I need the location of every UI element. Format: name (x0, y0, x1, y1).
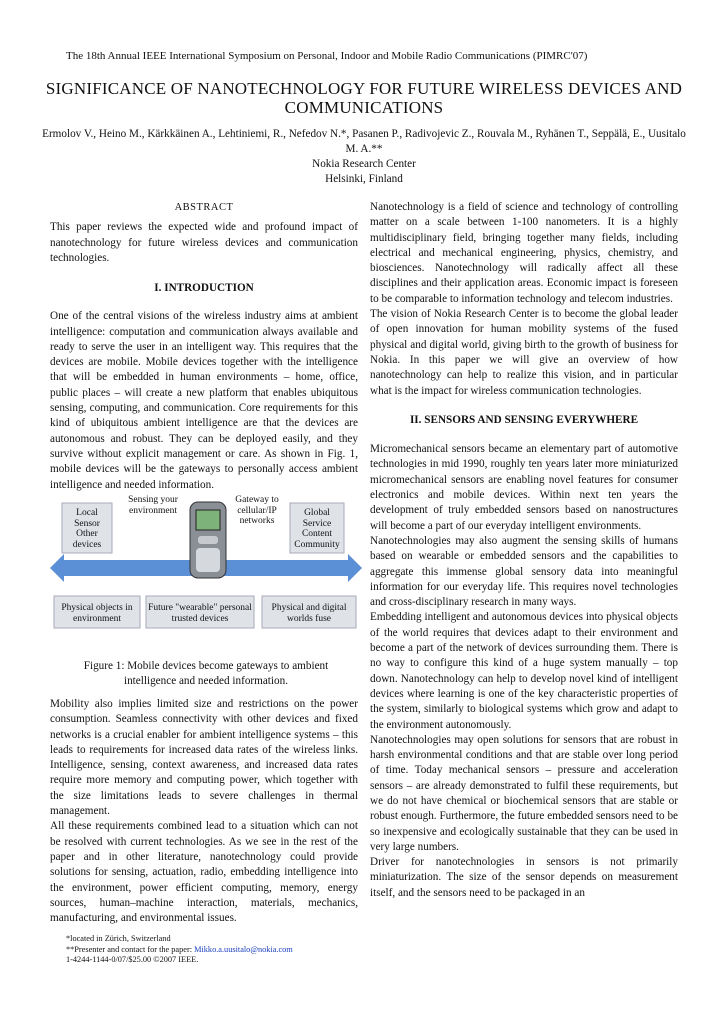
contact-email-link[interactable]: Mikko.a.uusitalo@nokia.com (194, 944, 293, 954)
paper-title: SIGNIFICANCE OF NANOTECHNOLOGY FOR FUTURE WIRELESS DEVICES AND COMMUNICATIONS (45, 79, 683, 117)
vision-paragraph: The vision of Nokia Research Center is to become the global leader of open innovation for human mobility systems of the fused physical and digital world, giving birth to the growth of business for Nokia. In this paper we will give an overview of how nanotechnology can help to realize this vision, and in particular what is the impact for wireless communication technologies. (370, 308, 678, 397)
abstract-text: This paper reviews the expected wide and profound impact of nanotechnology for future wireless devices and communication technologies. (50, 221, 358, 264)
right-column (370, 200, 678, 901)
label-global-service: Global Service Content Community (294, 508, 340, 550)
mobile-phone-icon (190, 502, 226, 578)
figure-1 (50, 488, 362, 638)
nanotech-paragraph: Nanotechnology is a field of science and technology of controlling matter on a scale between 1-100 nanometers. It is a highly multidisciplinary field, bringing together many fields, including electrical and mechanical engineering, physics, chemistry, and biosciences. Nanotechnology will radically affect all these disciplines and their application areas. Economic impact is foreseen to be comparable to information technology and telecom industries. (370, 201, 678, 305)
sensors-heading: II. SENSORS AND SENSING EVERYWHERE (409, 413, 639, 426)
intro-section (50, 281, 358, 493)
label-sensing: Sensing your environment (128, 495, 178, 516)
footnote-contact (66, 945, 293, 956)
sensors-paragraph-2: Nanotechnologies may also augment the sensing skills of humans based on wearable or embedded sensors and the capabilities to aggregate this immense global sensory data into meaningful information for our everyday life. This requires novel technologies and cross-disciplinary research in many ways. (370, 534, 678, 609)
footnotes (66, 934, 293, 966)
author-location: Helsinki, Finland (325, 173, 403, 185)
sensors-paragraph-3: Embedding intelligent and autonomous devices into physical objects of the world requires that devices adapt to their environment and become a part of the network of devices surrounding them. There is no way to configure this kind of a huge system manually – top down. Nanotechnology can help to develop novel kind of intelligent devices where learning is one of the key characteristic properties of the system, similarly to biological systems which grow and adapt to the environment autonomously. (370, 611, 678, 731)
conference-header: The 18th Annual IEEE International Symposium on Personal, Indoor and Mobile Radio Communications (PIMRC'07) (66, 50, 588, 62)
intro-paragraph-1: One of the central visions of the wireless industry aims at ambient intelligence: computation and communication always available and ready to serve the user in an intelligent way. This requires that the devices are mobile. Mobile devices together with the intelligence that will be embedded in human environments – home, office, public places – will create a new platform that enables ubiquitous sensing, computing, and communication. Core requirements for this kind of ubiquitous ambient intelligence are that the devices are autonomous and robust. They can be deployed easily, and they survive without explicit management or care. As shown in Fig. 1, mobile devices will be the gateways to personally access ambient intelligence and needed information. (50, 310, 358, 491)
footnote-copyright: 1-4244-1144-0/07/$25.00 ©2007 IEEE. (66, 955, 199, 964)
intro-continued (50, 697, 358, 926)
author-block (40, 127, 688, 187)
figure-1-caption: Figure 1: Mobile devices become gateways to ambient intelligence and needed information. (83, 660, 329, 687)
sensors-paragraph-5: Driver for nanotechnologies in sensors is not primarily miniaturization. The size of the sensor depends on measurement itself, and the sensors need to be packaged in an (370, 856, 678, 899)
label-wearable: Future "wearable" personal trusted devices (148, 603, 252, 624)
abstract-heading: ABSTRACT (174, 202, 234, 213)
intro-heading: I. INTRODUCTION (154, 282, 254, 294)
footnote-contact-prefix: **Presenter and contact for the paper: (66, 944, 195, 954)
sensors-paragraph-4: Nanotechnologies may open solutions for sensors that are robust in harsh environmental conditions and that are stable over long period of time. Today mechanical sensors – pressure and acceleration sensors – are already demonstrated to fulfil these requirements, but we do not have chemical or biochemical sensors that are stable or robust enough. Furthermore, the future embedded sensors need to be so inexpensive and ecologically sustainable that they can be used in very large numbers. (370, 733, 678, 853)
author-org: Nokia Research Center (312, 158, 416, 170)
label-local-sensor: Local Sensor Other devices (72, 508, 102, 550)
author-names: Ermolov V., Heino M., Kärkkäinen A., Lehtiniemi, R., Nefedov N.*, Pasanen P., Radivojevic Z., Rouvala M., Ryhänen T., Seppälä, E., Uusitalo M. A.** (42, 128, 686, 155)
label-gateway: Gateway to cellular/IP networks (235, 495, 279, 526)
footnote-location: *located in Zürich, Switzerland (66, 934, 171, 943)
sensors-paragraph-1: Micromechanical sensors became an elementary part of automotive technologies in mid 1990, roughly ten years later more miniaturized micromechanical sensors are enabling novel features for consumer electronics and mobile devices. Within next ten years the development of truly embedded sensors based on nanostructures will become a part of our everyday intelligent environments. (370, 443, 678, 532)
label-fuse: Physical and digital worlds fuse (271, 603, 347, 624)
abstract-section (50, 200, 358, 266)
label-physical-objects: Physical objects in environment (61, 603, 133, 624)
intro-paragraph-2: Mobility also implies limited size and restrictions on the power consumption. Seamless connectivity with other devices and fixed networks is a crucial enabler for ambient intelligence systems – this leads to requirements for increased data rates of the wireless links. Intelligence, sensing, context awareness, and increased data rates require more memory and computing power, which together with the size limitations leads to severe challenges in thermal management. (50, 698, 358, 818)
intro-paragraph-3: All these requirements combined lead to a situation which can not be resolved with current technologies. As we see in the rest of the paper and in other literature, nanotechnology could provide solutions for sensing, actuation, radio, embedding intelligence into the environment, power efficient computing, memory, energy sources, human–machine interaction, materials, mechanics, manufacturing, and environmental issues. (50, 820, 358, 925)
